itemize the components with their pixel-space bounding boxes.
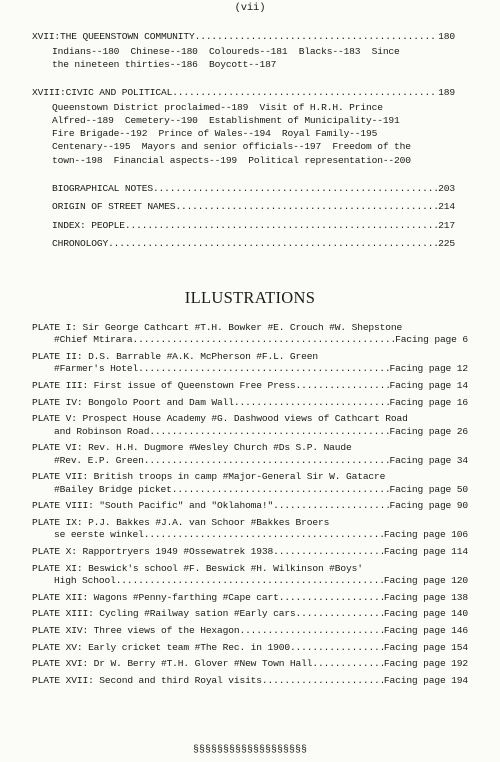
leader-dots (149, 426, 389, 438)
plate-page: Facing page 26 (389, 425, 468, 437)
leader-dots (262, 675, 384, 687)
leader-dots (116, 575, 384, 587)
end-marker: §§§§§§§§§§§§§§§§§§§ (192, 745, 308, 756)
plate-caption: PLATE XI: Beswick's school #F. Beswick #H. Wilkinson #Boys' (32, 562, 363, 574)
leader-dots (175, 200, 438, 214)
plate-entry[interactable] (32, 592, 468, 604)
toc-entry-street-names[interactable] (52, 200, 455, 214)
leader-dots (138, 363, 389, 375)
toc-page: 225 (438, 238, 455, 249)
plate-entry[interactable] (32, 413, 468, 438)
leader-dots (133, 334, 396, 346)
plate-caption: PLATE XII: Wagons #Penny-farthing #Cape cart (32, 591, 279, 603)
plate-caption: PLATE VI: Rev. H.H. Dugmore #Wesley Church #Ds S.P. Naude (32, 442, 352, 454)
plate-page: Facing page 34 (389, 454, 468, 466)
toc-entry-community[interactable] (32, 30, 455, 72)
plate-entry[interactable] (32, 500, 468, 512)
toc-title: CHRONOLOGY (52, 238, 109, 249)
leader-dots (153, 182, 438, 196)
plate-page: Facing page 12 (389, 363, 468, 375)
leader-dots (273, 546, 384, 558)
plate-caption: PLATE III: First issue of Queenstown Free Press (32, 379, 296, 391)
illustrations-heading: ILLUSTRATIONS (184, 288, 316, 307)
plate-caption: PLATE XVI: Dr W. Berry #T.H. Glover #New Town Hall (32, 658, 313, 670)
leader-dots (172, 86, 438, 99)
toc-page: 214 (438, 201, 455, 213)
plate-page: Facing page 120 (383, 574, 468, 586)
plate-entry[interactable] (32, 546, 468, 558)
plate-caption: PLATE XVII: Second and third Royal visits (32, 675, 262, 687)
toc-entry-biographical-notes[interactable] (52, 182, 455, 196)
toc-page: 217 (438, 219, 455, 231)
plate-caption: #Chief Mtirara (54, 334, 133, 346)
plate-caption: PLATE X: Rapportryers 1949 #Ossewatrek 1938 (32, 545, 274, 557)
toc-page: 203 (438, 182, 455, 194)
plate-caption: PLATE V: Prospect House Academy #G. Dashwood views of Cathcart Road (32, 413, 408, 425)
plate-entry[interactable] (32, 675, 468, 687)
leader-dots (144, 529, 384, 541)
plate-page: Facing page 154 (383, 641, 468, 653)
plate-caption: PLATE II: D.S. Barrable #A.K. McPherson #F.L. Green (32, 350, 318, 362)
page-number: (vii) (234, 2, 266, 14)
plate-entry[interactable] (32, 380, 468, 392)
plate-entry[interactable] (32, 642, 468, 654)
leader-dots (108, 237, 438, 251)
plate-page: Facing page 138 (383, 591, 468, 603)
plate-page: Facing page 192 (383, 658, 468, 670)
table-of-contents (32, 30, 455, 255)
plate-caption: PLATE VIII: "South Pacific" and "Oklahoma!" (32, 500, 274, 512)
plate-caption: PLATE XIV: Three views of the Hexagon (32, 625, 240, 637)
toc-entry-chronology[interactable] (52, 237, 455, 251)
leader-dots (273, 500, 389, 512)
plate-page: Facing page 106 (383, 529, 468, 541)
plate-page: Facing page 140 (383, 608, 468, 620)
plate-caption: PLATE IV: Bongolo Poort and Dam Wall (32, 396, 234, 408)
plate-page: Facing page 146 (383, 625, 468, 637)
plate-caption: PLATE XV: Early cricket team #The Rec. in 1900 (32, 641, 290, 653)
toc-title: XVII:THE QUEENSTOWN COMMUNITY (32, 31, 195, 42)
plate-entry[interactable] (32, 397, 468, 409)
plate-caption: PLATE XIII: Cycling #Railway sation #Early cars (32, 608, 296, 620)
plate-entry[interactable] (32, 471, 468, 496)
leader-dots (234, 397, 390, 409)
plate-caption: #Bailey Bridge picket (54, 483, 172, 495)
toc-title: INDEX: PEOPLE (52, 219, 125, 231)
plate-caption: #Farmer's Hotel (54, 363, 139, 375)
plate-entry[interactable] (32, 322, 468, 347)
leader-dots (290, 642, 384, 654)
plate-page: Facing page 14 (389, 379, 468, 391)
plate-page: Facing page 194 (383, 675, 468, 687)
leader-dots (312, 658, 384, 670)
plate-page: Facing page 90 (389, 500, 468, 512)
toc-title: BIOGRAPHICAL NOTES (52, 182, 153, 194)
leader-dots (239, 625, 383, 637)
plate-entry[interactable] (32, 658, 468, 670)
plate-caption: PLATE VII: British troops in camp #Major-General Sir W. Gatacre (32, 471, 386, 483)
toc-page: 180 (438, 31, 455, 42)
plate-page: Facing page 16 (389, 396, 468, 408)
leader-dots (172, 484, 390, 496)
plate-entry[interactable] (32, 351, 468, 376)
toc-page: 189 (438, 86, 455, 98)
toc-subtopics: Queenstown District proclaimed--189 Visit of H.R.H. Prince Alfred--189 Cemetery--190 Establishment of Municipality--191 Fire Brigade--192 Prince of Wales--194 Royal Family--195 Centenary--195 Mayors and senior officials--197 Freedom of the town--198 Financial aspects--199 Political representation--200 (52, 101, 411, 166)
plate-page: Facing page 6 (395, 334, 468, 346)
plate-caption: #Rev. E.P. Green (54, 454, 144, 466)
plate-caption: se eerste winkel (54, 529, 144, 541)
misc-entries (32, 182, 455, 251)
plate-caption: and Robinson Road (54, 425, 150, 437)
leader-dots (279, 592, 384, 604)
plate-entry[interactable] (32, 517, 468, 542)
leader-dots (296, 608, 384, 620)
plate-entry[interactable] (32, 625, 468, 637)
plate-entry[interactable] (32, 608, 468, 620)
leader-dots (144, 455, 390, 467)
toc-entry-index-people[interactable] (52, 219, 455, 233)
toc-title: ORIGIN OF STREET NAMES (52, 201, 176, 213)
leader-dots (195, 30, 439, 43)
toc-entry-civic[interactable] (32, 86, 455, 167)
toc-title: XVIII:CIVIC AND POLITICAL (32, 86, 173, 98)
plate-caption: PLATE I: Sir George Cathcart #T.H. Bowker #E. Crouch #W. Shepstone (32, 322, 403, 333)
plate-page: Facing page 114 (383, 545, 468, 557)
plate-page: Facing page 50 (389, 483, 468, 495)
plates-list (32, 322, 468, 692)
plate-entry[interactable] (32, 563, 468, 588)
plate-caption: High School (54, 574, 116, 586)
leader-dots (296, 380, 390, 392)
leader-dots (125, 219, 438, 233)
toc-subtopics: Indians--180 Chinese--180 Coloureds--181 Blacks--183 Since the nineteen thirties--186 Boycott--187 (52, 46, 400, 71)
plate-caption: PLATE IX: P.J. Bakkes #J.A. van Schoor #Bakkes Broers (32, 516, 330, 528)
plate-entry[interactable] (32, 442, 468, 467)
